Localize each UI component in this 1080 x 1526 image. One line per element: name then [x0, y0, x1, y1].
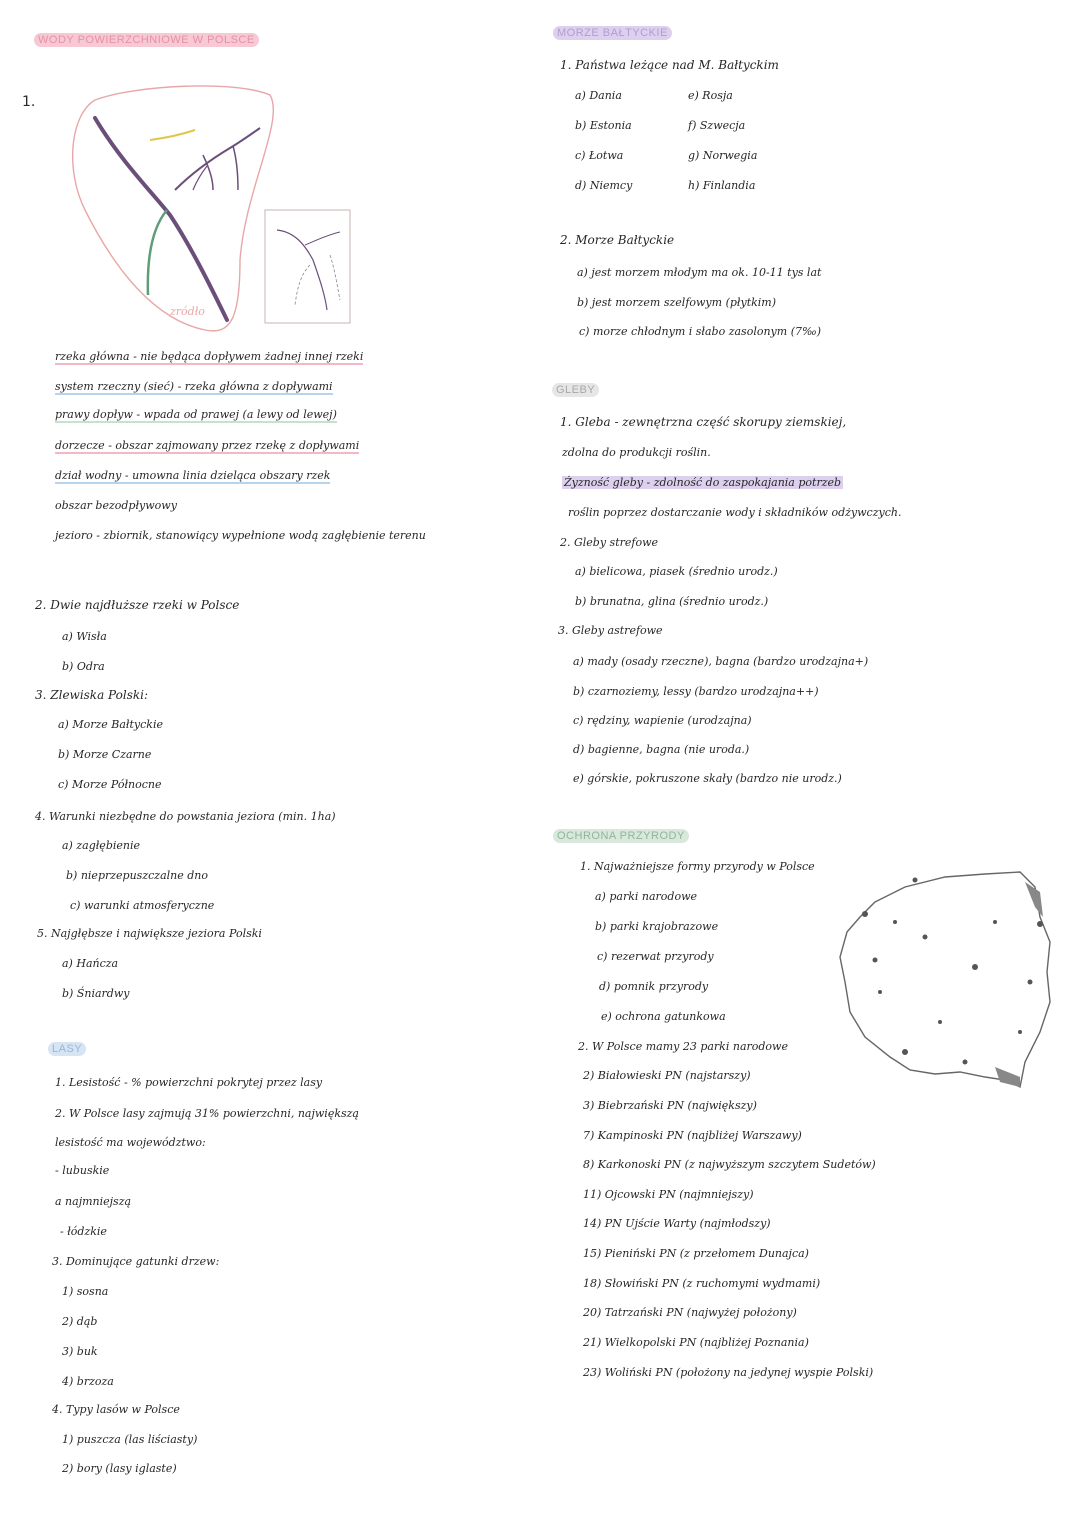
right-tributary	[175, 128, 260, 190]
list-item: e) ochrona gatunkowa	[601, 1010, 726, 1023]
morze-q2: 2. Morze Bałtyckie	[560, 233, 675, 247]
list-item: a) zagłębienie	[62, 839, 140, 852]
list-item: 2) dąb	[62, 1315, 98, 1328]
national-park-item: 11) Ojcowski PN (najmniejszy)	[583, 1188, 754, 1201]
inset-map	[265, 210, 350, 323]
zyznosc-highlight: Żyzność gleby - zdolność do zaspokajania potrzeb	[564, 476, 842, 489]
question-5-title: 5. Najgłębsze i największe jeziora Polski	[37, 927, 262, 940]
country-item: f) Szwecja	[688, 119, 746, 132]
gleby-1a: 1. Gleba - zewnętrzna część skorupy ziemskiej,	[560, 415, 847, 429]
question-4-title: 4. Warunki niezbędne do powstania jeziora (min. 1ha)	[35, 810, 336, 823]
lasy-2b: lesistość ma województwo:	[55, 1136, 206, 1149]
left-tributary	[148, 210, 167, 295]
list-item: b) Morze Czarne	[58, 748, 152, 761]
lasy-2c: - lubuskie	[55, 1164, 110, 1177]
gleby-2: 2. Gleby strefowe	[560, 536, 659, 549]
country-item: h) Finlandia	[688, 179, 756, 192]
section-header-morze: MORZE BAŁTYCKIE	[553, 26, 672, 40]
country-item: d) Niemcy	[575, 179, 633, 192]
list-item: e) górskie, pokruszone skały (bardzo nie urodz.)	[573, 772, 842, 785]
question-3-title: 3. Zlewiska Polski:	[35, 688, 149, 702]
lasy-4-title: 4. Typy lasów w Polsce	[52, 1403, 180, 1416]
list-item: 2) bory (lasy iglaste)	[62, 1462, 177, 1475]
lasy-3-title: 3. Dominujące gatunki drzew:	[52, 1255, 220, 1268]
list-item: a) bielicowa, piasek (średnio urodz.)	[575, 565, 778, 578]
gleby-1c	[562, 476, 843, 489]
section-header-wody: WODY POWIERZCHNIOWE W POLSCE	[34, 33, 259, 47]
basin-outline	[73, 86, 274, 331]
lasy-2e: - łódzkie	[60, 1225, 107, 1238]
lasy-2a: 2. W Polsce lasy zajmują 31% powierzchni, największą	[55, 1107, 359, 1120]
morze-q1: 1. Państwa leżące nad M. Bałtyckim	[560, 58, 779, 72]
poland-national-parks-map	[835, 862, 1060, 1094]
definition-dorzecze: dorzecze - obszar zajmowany przez rzekę z dopływami	[55, 439, 360, 452]
national-park-item: 20) Tatrzański PN (najwyżej położony)	[583, 1306, 797, 1319]
national-park-item: 18) Słowiński PN (z ruchomymi wydmami)	[583, 1277, 821, 1290]
list-item: b) jest morzem szelfowym (płytkim)	[577, 296, 777, 309]
list-item: c) rezerwat przyrody	[597, 950, 714, 963]
ochrona-2: 2. W Polsce mamy 23 parki narodowe	[578, 1040, 788, 1053]
national-park-item: 3) Biebrzański PN (największy)	[583, 1099, 757, 1112]
list-item: c) Morze Północne	[58, 778, 162, 791]
list-item: c) morze chłodnym i słabo zasolonym (7‰)	[579, 325, 822, 338]
country-item: b) Estonia	[575, 119, 632, 132]
list-item: c) rędziny, wapienie (urodzajna)	[573, 714, 752, 727]
list-item: b) Śniardwy	[62, 987, 130, 1000]
country-item: g) Norwegia	[688, 149, 758, 162]
list-item: b) nieprzepuszczalne dno	[66, 869, 208, 882]
section-header-ochrona: OCHRONA PRZYRODY	[553, 829, 689, 843]
gleby-1b: zdolna do produkcji roślin.	[562, 446, 711, 459]
list-item: a) parki narodowe	[595, 890, 697, 903]
list-item: d) pomnik przyrody	[599, 980, 709, 993]
gleby-1d: roślin poprzez dostarczanie wody i składników odżywczych.	[568, 506, 902, 519]
list-item: 3) buk	[62, 1345, 98, 1358]
source-label: zródło	[170, 305, 205, 318]
country-item: a) Dania	[575, 89, 622, 102]
national-park-item: 7) Kampinoski PN (najbliżej Warszawy)	[583, 1129, 802, 1142]
list-item: 4) brzoza	[62, 1375, 114, 1388]
national-park-item: 23) Woliński PN (położony na jedynej wyspie Polski)	[583, 1366, 874, 1379]
national-park-item: 2) Białowieski PN (najstarszy)	[583, 1069, 751, 1082]
definition-system-rzeczny: system rzeczny (sieć) - rzeka główna z dopływami	[55, 380, 333, 393]
definition-rzeka-glowna: rzeka główna - nie będąca dopływem żadnej innej rzeki	[55, 350, 364, 363]
country-item: e) Rosja	[688, 89, 733, 102]
section-header-gleby: GLEBY	[552, 383, 599, 397]
list-item: a) Hańcza	[62, 957, 119, 970]
definition-obszar-bezodplywowy: obszar bezodpływowy	[55, 499, 177, 512]
national-park-item: 14) PN Ujście Warty (najmłodszy)	[583, 1217, 771, 1230]
definition-dzial-wodny: dział wodny - umowna linia dzieląca obszary rzek	[55, 469, 331, 482]
question-2-title: 2. Dwie najdłuższe rzeki w Polsce	[35, 598, 240, 612]
definition-jezioro: jezioro - zbiornik, stanowiący wypełnione wodą zagłębienie terenu	[55, 529, 426, 542]
national-park-item: 8) Karkonoski PN (z najwyższym szczytem Sudetów)	[583, 1158, 876, 1171]
list-item: b) brunatna, glina (średnio urodz.)	[575, 595, 769, 608]
section-header-lasy: LASY	[48, 1042, 86, 1056]
list-item: a) jest morzem młodym ma ok. 10-11 tys lat	[577, 266, 822, 279]
list-item: 1) sosna	[62, 1285, 109, 1298]
national-park-item: 15) Pieniński PN (z przełomem Dunajca)	[583, 1247, 809, 1260]
list-item: d) bagienne, bagna (nie uroda.)	[573, 743, 750, 756]
river-system-diagram	[55, 80, 365, 340]
list-item: a) Wisła	[62, 630, 107, 643]
list-item: a) Morze Bałtyckie	[58, 718, 163, 731]
poland-outline	[840, 872, 1050, 1087]
list-item: a) mady (osady rzeczne), bagna (bardzo urodzajna+)	[573, 655, 869, 668]
country-item: c) Łotwa	[575, 149, 624, 162]
lasy-2d: a najmniejszą	[55, 1195, 132, 1208]
list-item: b) parki krajobrazowe	[595, 920, 719, 933]
lasy-1: 1. Lesistość - % powierzchni pokrytej przez lasy	[55, 1076, 323, 1089]
ochrona-1: 1. Najważniejsze formy przyrody w Polsce	[580, 860, 815, 873]
national-park-item: 21) Wielkopolski PN (najbliżej Poznania)	[583, 1336, 809, 1349]
definition-prawy-doplyw: prawy dopływ - wpada od prawej (a lewy od lewej)	[55, 408, 337, 421]
item-number: 1.	[22, 94, 36, 110]
yellow-tributary	[150, 130, 195, 140]
list-item: 1) puszcza (las liściasty)	[62, 1433, 198, 1446]
list-item: b) czarnoziemy, lessy (bardzo urodzajna++)	[573, 685, 819, 698]
gleby-3: 3. Gleby astrefowe	[558, 624, 663, 637]
list-item: b) Odra	[62, 660, 105, 673]
list-item: c) warunki atmosferyczne	[70, 899, 215, 912]
